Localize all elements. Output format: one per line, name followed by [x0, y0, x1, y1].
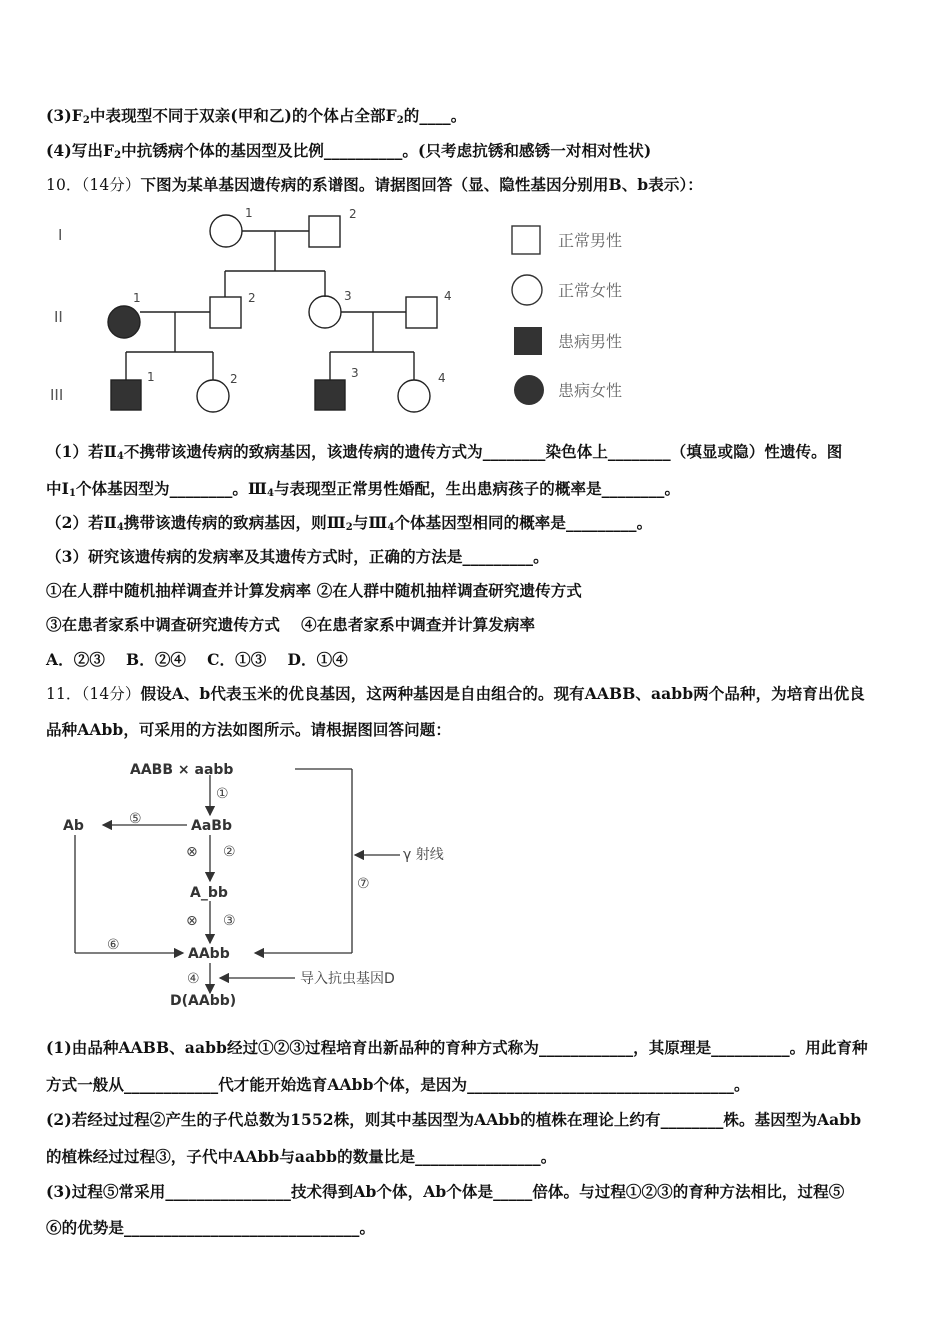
legend-affected-female-symbol	[514, 375, 544, 405]
q11-heading-line2: 品种AAbb，可采用的方法如图所示。请根据图回答问题：	[46, 720, 451, 739]
q10-choices: A．②③ B．②④ C．①③ D．①④	[46, 650, 348, 669]
legend-affected-male: 患病男性	[558, 332, 623, 351]
ind-num-III1: 1	[147, 370, 155, 384]
step-3: ③	[223, 913, 236, 929]
q11-sub1-line1: (1)由品种AABB、aabb经过①②③过程培育出新品种的育种方式称为____________，其原理是__________。用此育种	[46, 1038, 868, 1057]
pedigree-II2-normal-male	[210, 297, 241, 328]
legend-normal-male-symbol	[512, 226, 540, 254]
legend-normal-female-symbol	[512, 275, 542, 305]
pedigree-III3-affected-male	[315, 380, 345, 410]
ind-num-II1: 1	[133, 291, 141, 305]
q11-sub1-line2: 方式一般从____________代才能开始选育AAbb个体，是因为__________________________________。	[46, 1075, 750, 1094]
diagram-gamma-ray: γ 射线	[403, 847, 444, 863]
self-cross-icon-2: ⊗	[186, 913, 198, 929]
q11-sub3-line2: ⑥的优势是______________________________。	[46, 1218, 376, 1237]
q10-sub1-line1: （1）若$Ⅱ_4$不携带该遗传病的致病基因，该遗传病的遗传方式为________染色体上________（填显或隐）性遗传。图	[46, 442, 843, 462]
diagram-AAbb: AAbb	[188, 946, 230, 962]
diagram-cross: AABB × aabb	[130, 762, 234, 778]
q11-sub2-line1: (2)若经过过程②产生的子代总数为1552株，则其中基因型为AAbb的植株在理论上约有________株。基因型为Aabb	[46, 1110, 862, 1129]
ind-num-III3: 3	[351, 366, 359, 380]
gen-label-III: III	[50, 386, 64, 404]
legend-affected-female: 患病女性	[558, 381, 623, 400]
pedigree-II1-affected-female	[108, 306, 140, 338]
diagram-D-AAbb: D(AAbb)	[170, 993, 237, 1009]
pedigree-II3-normal-female	[309, 296, 341, 328]
step-6: ⑥	[107, 937, 120, 953]
legend-affected-male-symbol	[514, 327, 542, 355]
legend-normal-male: 正常男性	[558, 231, 623, 250]
q10-sub1-line2: 中$Ⅰ_1$个体基因型为________。$Ⅲ_4$与表现型正常男性婚配，生出患病孩子的概率是________。	[46, 479, 681, 499]
ind-num-I2: 2	[349, 207, 357, 221]
q10-sub3: （3）研究该遗传病的发病率及其遗传方式时，正确的方法是_________。	[46, 547, 549, 566]
ind-num-II3: 3	[344, 289, 352, 303]
pedigree-I2-normal-male	[309, 216, 340, 247]
q11-sub3-line1: (3)过程⑤常采用________________技术得到Ab个体，Ab个体是_____倍体。与过程①②③的育种方法相比，过程⑤	[46, 1182, 845, 1201]
pedigree-II4-normal-male	[406, 297, 437, 328]
pedigree-I1-normal-female	[210, 215, 242, 247]
pedigree-III4-normal-female	[398, 380, 430, 412]
step-1: ①	[216, 786, 229, 802]
step-5: ⑤	[129, 811, 142, 827]
pedigree-chart	[40, 200, 660, 420]
ind-num-III2: 2	[230, 372, 238, 386]
ind-num-I1: 1	[245, 206, 253, 220]
step-7: ⑦	[357, 876, 370, 892]
ind-num-II2: 2	[248, 291, 256, 305]
q10-options-line1: ①在人群中随机抽样调查并计算发病率 ②在人群中随机抽样调查研究遗传方式	[46, 581, 582, 600]
gen-label-I: I	[58, 226, 63, 244]
step-2: ②	[223, 844, 236, 860]
step-4: ④	[187, 971, 200, 987]
gen-label-II: II	[54, 308, 63, 326]
ind-num-III4: 4	[438, 371, 446, 385]
ind-num-II4: 4	[444, 289, 452, 303]
q11-heading-line1: 11．（14分）假设A、b代表玉米的优良基因，这两种基因是自由组合的。现有AABB、aabb两个品种，为培育出优良	[46, 684, 865, 703]
q11-sub2-line2: 的植株经过过程③，子代中AAbb与aabb的数量比是________________。	[46, 1147, 557, 1166]
q10-sub2: （2）若$Ⅱ_4$携带该遗传病的致病基因，则$Ⅲ_2$与$Ⅲ_4$个体基因型相同的概率是_________。	[46, 513, 653, 533]
q9-line-4: (4)写出$F_2$中抗锈病个体的基因型及比例__________。(只考虑抗锈和感锈一对相对性状)	[46, 141, 652, 161]
q10-options-line2: ③在患者家系中调查研究遗传方式 ④在患者家系中调查并计算发病率	[46, 615, 536, 634]
breeding-diagram	[55, 755, 475, 1015]
pedigree-III1-affected-male	[111, 380, 141, 410]
self-cross-icon-1: ⊗	[186, 844, 198, 860]
legend-normal-female: 正常女性	[558, 281, 623, 300]
diagram-A_bb: A_bb	[190, 885, 228, 901]
q9-line-3: $(3)F_2$中表现型不同于双亲(甲和乙)的个体占全部$F_2$的____。	[46, 106, 467, 126]
pedigree-III2-normal-female	[197, 380, 229, 412]
pedigree-legend	[512, 226, 622, 405]
diagram-AaBb: AaBb	[191, 818, 232, 834]
q10-heading: 10．（14分）下图为某单基因遗传病的系谱图。请据图回答（显、隐性基因分别用B、b表示）：	[46, 175, 703, 194]
diagram-gene-D: 导入抗虫基因D	[300, 971, 395, 987]
diagram-Ab: Ab	[63, 818, 84, 834]
